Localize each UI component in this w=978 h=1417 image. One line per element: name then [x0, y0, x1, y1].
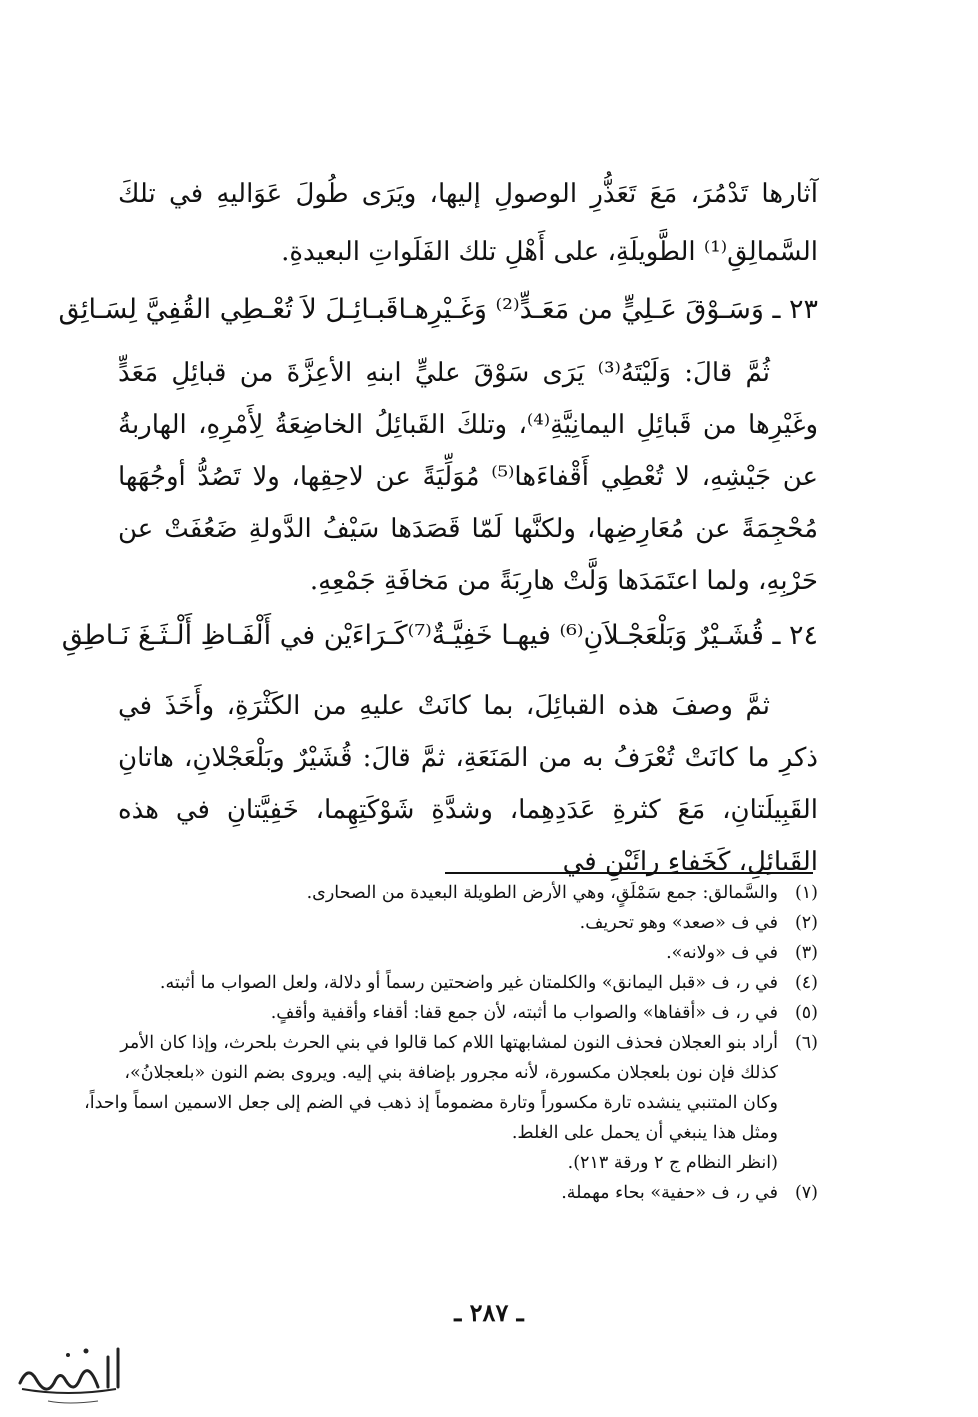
footnote-text: في ر، ف «قبل اليمانق» والكلمتان غير واضحتين رسماً أو دلالة، ولعل الصواب ما أثبته.	[159, 973, 778, 993]
verse-23-first-half-text: وَسَـوْقَ عَـلِيٍّ من مَعَـدٍّ⁽²⁾ وَغَـيْرِهـا	[398, 294, 764, 325]
footnote-text: في ف «ولانه».	[666, 943, 778, 963]
verse-24-second-hemistich: كَـرَاءَيْن في أَلْفَـاظِ أَلْـثَـغَ نَـاطِقِ	[61, 620, 408, 651]
footnote-number: (٤)	[794, 973, 818, 993]
footnote-text: في ر، ف «حفية» بحاء مهملة.	[561, 1183, 778, 1203]
publisher-logo-icon	[8, 1339, 128, 1409]
footnote-number: (٥)	[794, 1003, 818, 1023]
footnote-text: ومثل هذا ينبغي أن يحمل على الغلط.	[511, 1123, 778, 1143]
verse-24-first-half-text: قُشَـيْرٌ وَبَلْعَجْـلاَنِ⁽⁶⁾ فيهـا خَفِيَّـةٌ⁽⁷⁾	[407, 620, 764, 651]
footnotes	[84, 878, 818, 1208]
footnote-5	[150, 998, 818, 1028]
footnote-6	[84, 1028, 818, 1178]
verse-23	[58, 286, 818, 334]
footnote-4	[150, 968, 818, 998]
footnote-1	[150, 878, 818, 908]
page-number: ـ ٢٨٧ ـ	[454, 1298, 524, 1327]
footnote-7	[150, 1178, 818, 1208]
footnote-3	[150, 938, 818, 968]
verse-23-second-hemistich: قَبـائِـلَ لاَ تُعْـطِي القُفِيَّ لِسَـائِق	[58, 294, 399, 325]
footnote-text: في ر، ف «أقفاها» والصواب ما أثبته، لأن جمع قفا: أقفاء وأقفية وأقفٍ.	[270, 1003, 778, 1023]
footnote-text: في ف «صعد» وهو تحريف.	[579, 913, 778, 933]
footnote-number: (٦)	[794, 1033, 818, 1053]
footnote-text: والسَّمالق: جمع سَمْلَقٍ، وهي الأرض الطويلة البعيدة من الصحارى.	[306, 883, 778, 903]
footnote-text: وكان المتنبي ينشده تارة مكسوراً وتارة مضموماً إذ ذهب في الضم إلى جعل الاسمين اسماً واحداً،	[84, 1093, 778, 1113]
paragraph-opening: آثارها تَدْمُرَ، مَعَ تَعَذُّرِ الوصولِ إليها، ويَرَى طُولَ عَوَاليهِ في تلكَ السَّمالِقِ⁽¹⁾ الطَّويلَةِ، على أَهْلِ تلك الفَلَواتِ البعيدةِ.	[118, 179, 818, 267]
verse-24-first-hemistich	[408, 612, 818, 660]
verse-23-number: ٢٣ ـ	[772, 294, 818, 325]
paragraph-commentary-24: ثمَّ وصفَ هذه القبائِلَ، بما كانَتْ عليهِ من الكَثْرَةِ، وأَخَذَ في ذكرِ ما كانَتْ تُعْرَفُ به من المَنَعَةِ، ثمَّ قالَ: قُشَيْرٌ وبَلْعَجْلانِ، هاتانِ القَبِيلَتانِ، مَعَ كثرةِ عَدَدِهِما، وشدَّةِ شَوْكَتِهِما، خَفِيَّتانِ في هذه القَبائِلِ، كَخَفاءِ رائَيْنِ في	[118, 691, 818, 877]
paragraph-commentary-23: ثُمَّ قالَ: وَلَيْتَهُ⁽³⁾ يَرَى سَوْقَ عليٍّ ابنهِ الأعِزَّةَ من قبائِلِ مَعَدٍّ وغَيْرِها من قَبائِلِ اليمانِيَّةِ⁽⁴⁾، وتلكَ القَبائِلُ الخاضِعَةُ لِأَمْرِهِ، الهاربةُ عن جَيْشِهِ، لا تُعْطِي أَقْفاءَها⁽⁵⁾ مُوَلِّيَةً عن لاحِقِها، ولا تَصُدُّ أوجُهَها مُحْجِمَةً عن مُعَارِضِها، ولكنَّها لَمّا قَصَدَها سَيْفُ الدَّولةِ ضَعُفَتْ عن حَرْبِهِ، ولما اعتَمَدَها وَلَّتْ هارِبَةً من مَخافَةِ جَمْعِهِ.	[118, 358, 818, 596]
verse-24	[61, 612, 818, 660]
verse-24-number: ٢٤ ـ	[772, 620, 818, 651]
footnote-text: أراد بنو العجلان فحذف النون لمشابهتها اللام كما قالوا في بني الحرث بلحرث، وإذا كان الأمر	[120, 1033, 778, 1053]
footnote-text: كذلك فإن نون بلعجلان مكسورة، لأنه مجرور بإضافة بني إليه. ويروى بضم النون «بلعجلانُ»،	[124, 1063, 778, 1083]
footnote-number: (٧)	[794, 1183, 818, 1203]
footnote-number: (١)	[794, 883, 818, 903]
footnote-number: (٢)	[794, 913, 818, 933]
footnote-divider	[445, 872, 813, 874]
footnote-text: (انظر النظام ج ٢ ورقة ٢١٣).	[567, 1153, 778, 1173]
verse-23-first-hemistich	[398, 286, 818, 334]
footnote-2	[150, 908, 818, 938]
footnote-number: (٣)	[794, 943, 818, 963]
